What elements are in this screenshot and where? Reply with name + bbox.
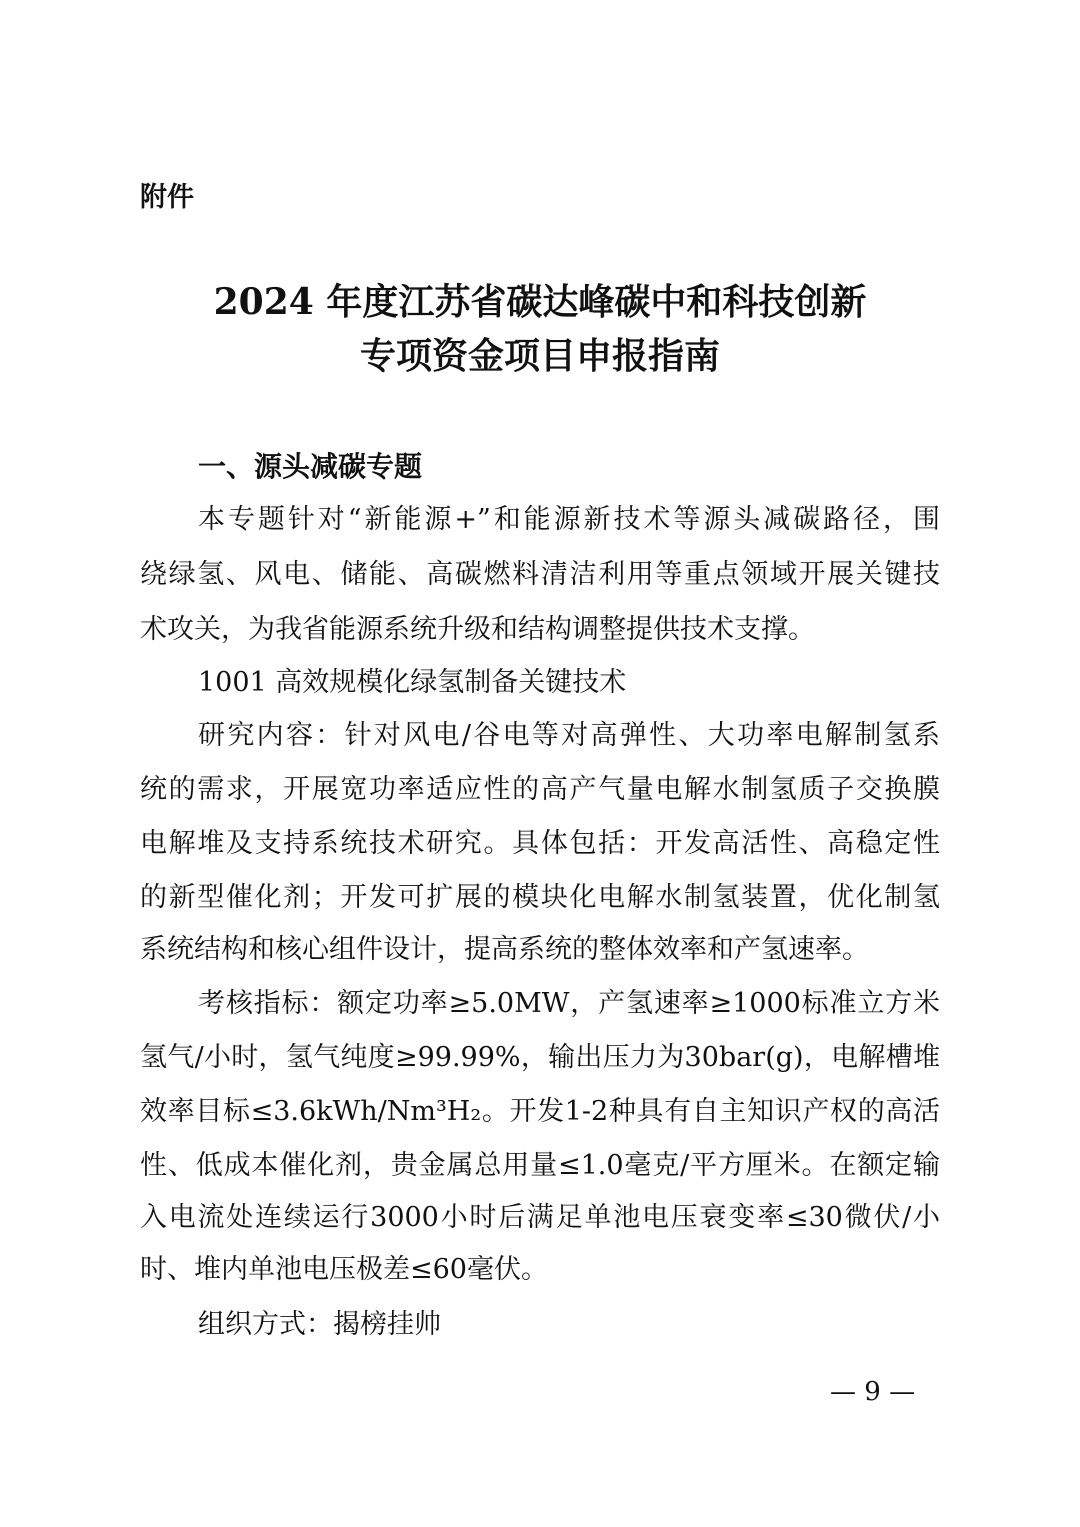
intro-paragraph-line: 绕绿氢、风电、储能、高碳燃料清洁利用等重点领域开展关键技	[140, 559, 940, 590]
research-content-line: 研究内容：针对风电/谷电等对高弹性、大功率电解制氢系	[198, 720, 940, 751]
document-title-line-1: 2024 年度江苏省碳达峰碳中和科技创新	[213, 281, 867, 323]
indicator-line: 效率目标≤3.6kWh/Nm³H₂。开发1-2种具有自主知识产权的高活	[140, 1096, 940, 1127]
document-title-line-2: 专项资金项目申报指南	[359, 335, 720, 377]
intro-paragraph-line: 术攻关，为我省能源系统升级和结构调整提供技术支撑。	[140, 614, 815, 645]
attachment-label: 附件	[140, 182, 194, 213]
section-heading: 一、源头减碳专题	[198, 450, 423, 483]
page-number: — 9 —	[830, 1377, 916, 1407]
research-content-line: 的新型催化剂；开发可扩展的模块化电解水制氢装置，优化制氢	[140, 882, 940, 913]
research-content-line: 统的需求，开展宽功率适应性的高产气量电解水制氢质子交换膜	[140, 774, 940, 805]
project-title: 1001 高效规模化绿氢制备关键技术	[198, 667, 627, 698]
indicator-line: 时、堆内单池电压极差≤60毫伏。	[140, 1254, 548, 1285]
indicator-line: 氢气/小时，氢气纯度≥99.99%，输出压力为30bar(g)，电解槽堆	[140, 1042, 940, 1073]
intro-paragraph-line: 本专题针对“新能源+”和能源新技术等源头减碳路径，围	[198, 504, 940, 535]
indicator-line: 性、低成本催化剂，贵金属总用量≤1.0毫克/平方厘米。在额定输	[140, 1150, 940, 1181]
organization-method: 组织方式：揭榜挂帅	[198, 1309, 441, 1340]
research-content-line: 电解堆及支持系统技术研究。具体包括：开发高活性、高稳定性	[140, 828, 940, 859]
indicator-line: 入电流处连续运行3000小时后满足单池电压衰变率≤30微伏/小	[140, 1202, 940, 1233]
indicator-line: 考核指标：额定功率≥5.0MW，产氢速率≥1000标准立方米	[198, 988, 940, 1019]
research-content-line: 系统结构和核心组件设计，提高系统的整体效率和产氢速率。	[140, 934, 869, 965]
